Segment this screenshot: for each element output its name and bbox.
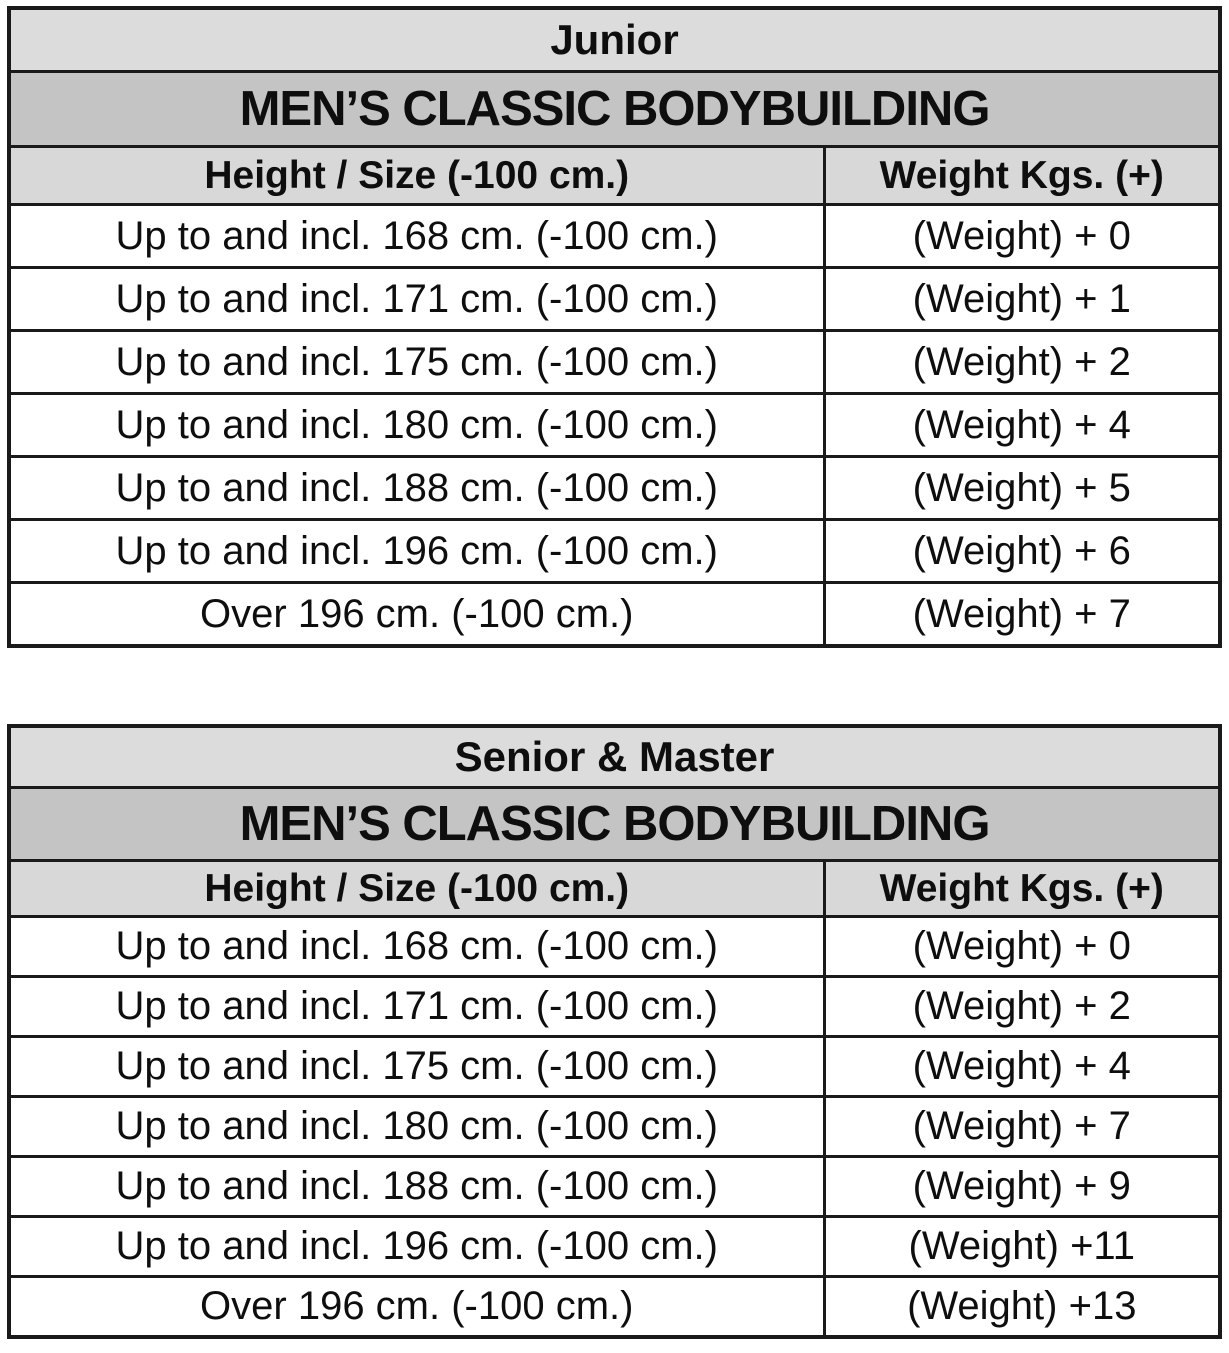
- height-column-header: Height / Size (-100 cm.): [9, 861, 824, 917]
- table-title-row: [9, 726, 1220, 788]
- weight-cell: (Weight) + 7: [824, 583, 1220, 647]
- height-cell: Up to and incl. 196 cm. (-100 cm.): [9, 520, 824, 583]
- table-row: [9, 917, 1220, 977]
- column-header-row: [9, 861, 1220, 917]
- table-row: [9, 331, 1220, 394]
- table-row: [9, 1277, 1220, 1338]
- weight-cell: (Weight) + 9: [824, 1157, 1220, 1217]
- weight-cell: (Weight) + 5: [824, 457, 1220, 520]
- weight-cell: (Weight) + 7: [824, 1097, 1220, 1157]
- weight-cell: (Weight) +13: [824, 1277, 1220, 1338]
- column-header-row: [9, 147, 1220, 205]
- weight-column-header: Weight Kgs. (+): [824, 861, 1220, 917]
- height-cell: Up to and incl. 175 cm. (-100 cm.): [9, 331, 824, 394]
- height-cell: Up to and incl. 168 cm. (-100 cm.): [9, 917, 824, 977]
- weight-cell: (Weight) + 6: [824, 520, 1220, 583]
- weight-cell: (Weight) + 4: [824, 1037, 1220, 1097]
- junior-size-chart-table: [7, 6, 1222, 648]
- height-column-header: Height / Size (-100 cm.): [9, 147, 824, 205]
- table-title: Senior & Master: [9, 726, 1220, 788]
- table-title: Junior: [9, 8, 1220, 72]
- table-subtitle-row: [9, 788, 1220, 861]
- weight-cell: (Weight) +11: [824, 1217, 1220, 1277]
- weight-cell: (Weight) + 2: [824, 977, 1220, 1037]
- weight-cell: (Weight) + 4: [824, 394, 1220, 457]
- height-cell: Over 196 cm. (-100 cm.): [9, 583, 824, 647]
- height-cell: Up to and incl. 188 cm. (-100 cm.): [9, 457, 824, 520]
- weight-cell: (Weight) + 0: [824, 917, 1220, 977]
- weight-cell: (Weight) + 2: [824, 331, 1220, 394]
- height-cell: Up to and incl. 180 cm. (-100 cm.): [9, 394, 824, 457]
- height-cell: Up to and incl. 188 cm. (-100 cm.): [9, 1157, 824, 1217]
- height-cell: Up to and incl. 171 cm. (-100 cm.): [9, 268, 824, 331]
- table-subtitle-row: [9, 72, 1220, 147]
- height-cell: Up to and incl. 196 cm. (-100 cm.): [9, 1217, 824, 1277]
- table-row: [9, 1037, 1220, 1097]
- height-cell: Up to and incl. 175 cm. (-100 cm.): [9, 1037, 824, 1097]
- weight-cell: (Weight) + 1: [824, 268, 1220, 331]
- height-cell: Up to and incl. 168 cm. (-100 cm.): [9, 205, 824, 268]
- weight-cell: (Weight) + 0: [824, 205, 1220, 268]
- table-title-row: [9, 8, 1220, 72]
- table-row: [9, 1217, 1220, 1277]
- height-cell: Over 196 cm. (-100 cm.): [9, 1277, 824, 1338]
- table-row: [9, 583, 1220, 647]
- height-cell: Up to and incl. 180 cm. (-100 cm.): [9, 1097, 824, 1157]
- weight-column-header: Weight Kgs. (+): [824, 147, 1220, 205]
- height-cell: Up to and incl. 171 cm. (-100 cm.): [9, 977, 824, 1037]
- table-row: [9, 205, 1220, 268]
- table-subtitle: MEN’S CLASSIC BODYBUILDING: [9, 72, 1220, 147]
- senior-master-size-chart-table: [7, 724, 1222, 1339]
- table-gap-spacer: [7, 648, 1222, 724]
- table-row: [9, 1157, 1220, 1217]
- table-row: [9, 457, 1220, 520]
- table-row: [9, 394, 1220, 457]
- table-subtitle: MEN’S CLASSIC BODYBUILDING: [9, 788, 1220, 861]
- table-row: [9, 977, 1220, 1037]
- table-row: [9, 268, 1220, 331]
- table-row: [9, 520, 1220, 583]
- table-row: [9, 1097, 1220, 1157]
